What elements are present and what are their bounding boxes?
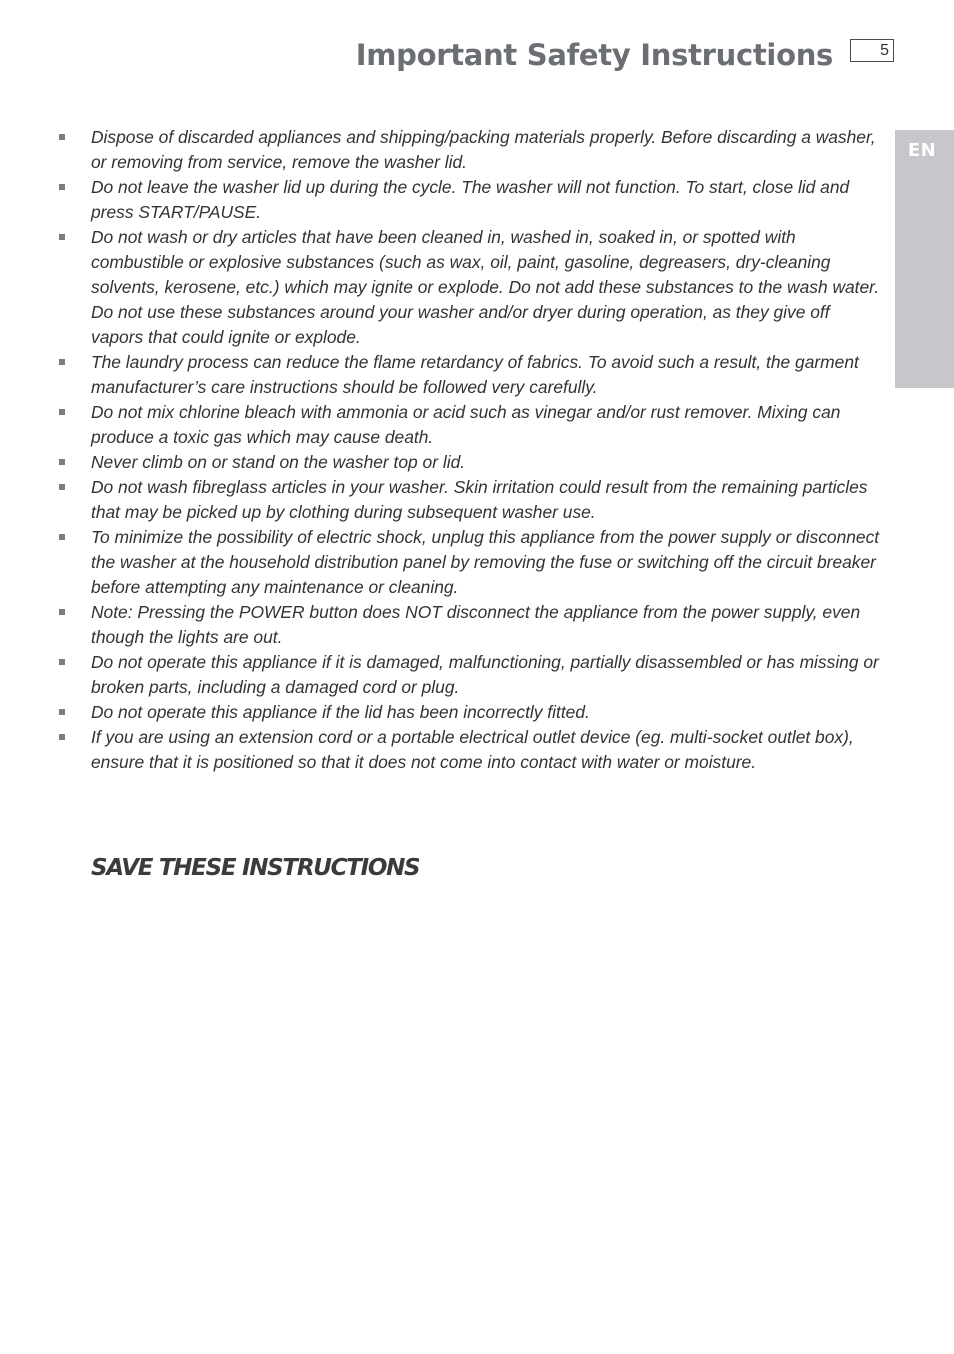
list-item: [56, 175, 886, 225]
square-bullet-icon: [59, 359, 65, 365]
list-item: [56, 725, 886, 775]
list-item-text: Note: Pressing the POWER button does NOT disconnect the appliance from the power supply, even though the lights are out.: [91, 602, 861, 647]
page-header: [0, 34, 954, 78]
list-item-text: If you are using an extension cord or a portable electrical outlet device (eg. multi-socket outlet box), ensure that it is positioned so that it does not come into contact with water or moisture.: [91, 727, 854, 772]
square-bullet-icon: [59, 734, 65, 740]
list-item-text: Never climb on or stand on the washer top or lid.: [91, 452, 466, 472]
list-item: [56, 225, 886, 350]
list-item: [56, 600, 886, 650]
list-item: [56, 450, 886, 475]
square-bullet-icon: [59, 709, 65, 715]
list-item-text: To minimize the possibility of electric shock, unplug this appliance from the power supply or disconnect the washer at the household distribution panel by removing the fuse or switching off the circuit breaker before attempting any maintenance or cleaning.: [91, 527, 880, 597]
list-item: [56, 125, 886, 175]
square-bullet-icon: [59, 659, 65, 665]
list-item-text: Do not wash fibreglass articles in your washer. Skin irritation could result from the remaining particles that may be picked up by clothing during subsequent washer use.: [91, 477, 868, 522]
language-tab-label: EN: [907, 140, 937, 161]
list-item-text: Do not wash or dry articles that have been cleaned in, washed in, soaked in, or spotted with combustible or explosive substances (such as wax, oil, paint, gasoline, degreasers, dry-cleaning solvents, kerosene, etc.) which may ignite or explode. Do not add these substances to the wash water. Do not use these substances around your washer and/or dryer during operation, as they give off vapors that could ignite or explode.: [91, 227, 880, 347]
square-bullet-icon: [59, 459, 65, 465]
save-instructions-heading: SAVE THESE INSTRUCTIONS: [91, 855, 420, 881]
list-item: [56, 650, 886, 700]
square-bullet-icon: [59, 534, 65, 540]
list-item-text: The laundry process can reduce the flame retardancy of fabrics. To avoid such a result, the garment manufacturer’s care instructions should be followed very carefully.: [91, 352, 859, 397]
language-tab: [895, 130, 954, 388]
list-item: [56, 525, 886, 600]
list-item-text: Do not mix chlorine bleach with ammonia or acid such as vinegar and/or rust remover. Mixing can produce a toxic gas which may cause death.: [91, 402, 841, 447]
square-bullet-icon: [59, 134, 65, 140]
list-item-text: Do not leave the washer lid up during the cycle. The washer will not function. To start, close lid and press START/PAUSE.: [91, 177, 850, 222]
square-bullet-icon: [59, 609, 65, 615]
page-number: 5: [850, 39, 894, 62]
square-bullet-icon: [59, 484, 65, 490]
list-item-text: Do not operate this appliance if the lid has been incorrectly fitted.: [91, 702, 590, 722]
safety-instructions-list: [56, 125, 886, 775]
list-item: [56, 400, 886, 450]
square-bullet-icon: [59, 234, 65, 240]
list-item-text: Dispose of discarded appliances and shipping/packing materials properly. Before discarding a washer, or removing from service, remove the washer lid.: [91, 127, 876, 172]
square-bullet-icon: [59, 409, 65, 415]
list-item: [56, 700, 886, 725]
page-title: Important Safety Instructions: [355, 38, 833, 72]
list-item-text: Do not operate this appliance if it is damaged, malfunctioning, partially disassembled or has missing or broken parts, including a damaged cord or plug.: [91, 652, 879, 697]
square-bullet-icon: [59, 184, 65, 190]
list-item: [56, 350, 886, 400]
list-item: [56, 475, 886, 525]
